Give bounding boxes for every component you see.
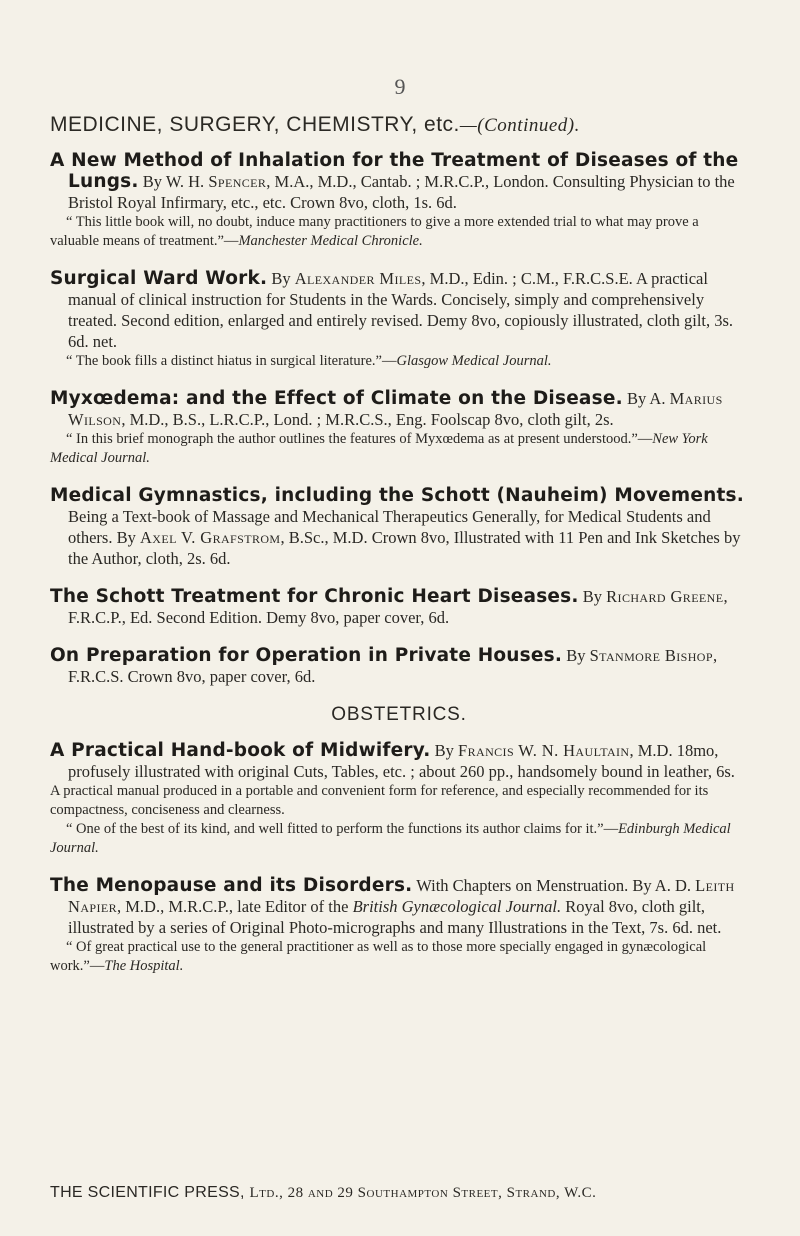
entry-author: Richard Greene — [606, 587, 724, 606]
entry-author: Spencer — [208, 172, 267, 191]
entry-author: Leith Napier — [68, 876, 735, 916]
book-entry — [50, 875, 748, 976]
entry-author: Axel V. Grafstrom — [139, 528, 281, 547]
quote-text: “ One of the best of its kind, and well fitted to perform the functions its author claims for it.”— — [66, 821, 619, 837]
entry-title: A Practical Hand-book of Midwifery. — [50, 740, 431, 761]
entry-author: Marius Wilson — [68, 389, 723, 429]
quote-text: “ Of great practical use to the general practitioner as well as to those more specially engaged in gynæcological work.”— — [50, 939, 707, 974]
entry-details: Royal 8vo, cloth gilt, illustrated by a series of Original Photo-micrographs and many Illustrations in the Text, 7s. 6d. net. — [68, 897, 722, 937]
entry-title: The Schott Treatment for Chronic Heart Diseases. — [50, 586, 579, 607]
entry-by: By — [267, 269, 295, 288]
quote-text: “ This little book will, no doubt, induce many practitioners to give a more extended trial to what may prove a valuable means of treatment.”— — [50, 214, 699, 249]
entry-title: Surgical Ward Work. — [50, 268, 268, 289]
book-entry — [50, 586, 748, 628]
entry-by: By — [430, 741, 459, 760]
entry-text: With Chapters on Menstruation. By A. D. — [412, 876, 696, 895]
entry-quote — [50, 213, 748, 251]
quote-source: The Hospital. — [104, 958, 184, 974]
entry-by: By A. — [622, 389, 670, 408]
entry-quote — [50, 820, 748, 858]
quote-source: Manchester Medical Chronicle. — [238, 233, 423, 249]
entry-title: Medical Gymnastics, including the Schott (Nauheim) Movements. — [50, 485, 744, 506]
publisher-name: THE SCIENTIFIC PRESS, — [50, 1184, 250, 1201]
book-entry — [50, 645, 748, 687]
page-number: 9 — [394, 74, 406, 99]
entry-details: , F.R.C.S. Crown 8vo, paper cover, 6d. — [68, 646, 718, 686]
quote-text: “ In this brief monograph the author outlines the features of Myxœdema as at present understood.”— — [66, 431, 653, 447]
entry-author: Francis W. N. Haultain — [458, 741, 630, 760]
entry-title: On Preparation for Operation in Private Houses. — [50, 645, 563, 666]
entry-by: By W. H. — [138, 172, 209, 191]
book-entry — [50, 485, 748, 569]
quote-text: “ The book fills a distinct hiatus in surgical literature.”— — [66, 353, 397, 369]
journal-name: British Gynæcological Journal. — [352, 897, 562, 916]
running-head — [50, 113, 580, 137]
running-head-continued: —(Continued). — [459, 115, 580, 136]
entry-by: By — [578, 587, 607, 606]
entry-details: , F.R.C.P., Ed. Second Edition. Demy 8vo, paper cover, 6d. — [68, 587, 728, 627]
entry-author: Stanmore Bishop — [589, 646, 713, 665]
entry-description: A practical manual produced in a portable and convenient form for reference, and especially recommended for its compactness, conciseness and clearness. — [50, 783, 709, 818]
entry-title: A New Method of Inhalation for the Treatment of Diseases of the Lungs. — [50, 150, 739, 192]
book-entry — [50, 388, 748, 468]
section-heading-obstetrics: OBSTETRICS. — [331, 704, 467, 725]
entry-quote — [50, 430, 748, 468]
entry-details: , M.D., Edin. ; C.M., F.R.C.S.E. A practical manual of clinical instruction for Students in the Wards. Concisely, simply and comprehensively treated. Second edition, enlarged and entirely revised. Demy 8vo, copiously illustrated, cloth gilt, 3s. 6d. net. — [68, 269, 734, 351]
content — [50, 150, 748, 993]
entry-by: By — [562, 646, 590, 665]
entry-quote — [50, 352, 748, 371]
entry-author: Alexander Miles — [294, 269, 422, 288]
entry-quote — [50, 938, 748, 976]
book-entry — [50, 150, 748, 251]
entry-details: , M.D. 18mo, profusely illustrated with original Cuts, Tables, etc. ; about 260 pp., handsomely bound in leather, 6s. — [68, 741, 735, 781]
entry-details: , B.Sc., M.D. Crown 8vo, Illustrated with 11 Pen and Ink Sketches by the Author, cloth, 2s. 6d. — [68, 528, 741, 568]
publisher-address: Ltd., 28 and 29 Southampton Street, Strand, W.C. — [249, 1185, 597, 1201]
entry-details: , M.A., M.D., Cantab. ; M.R.C.P., London. Consulting Physician to the Bristol Royal Infirmary, etc., etc. Crown 8vo, cloth, 1s. 6d. — [68, 172, 735, 212]
entry-details: , M.D., B.S., L.R.C.P., Lond. ; M.R.C.S., Eng. Foolscap 8vo, cloth gilt, 2s. — [121, 410, 614, 429]
entry-by: Being a Text-book of Massage and Mechanical Therapeutics Generally, for Medical Students and others. By — [68, 507, 711, 547]
quote-source: New York Medical Journal. — [50, 431, 708, 466]
entry-title: Myxœdema: and the Effect of Climate on the Disease. — [50, 388, 623, 409]
book-entry — [50, 740, 748, 858]
running-head-main: MEDICINE, SURGERY, CHEMISTRY, etc. — [50, 113, 460, 136]
entry-title: The Menopause and its Disorders. — [50, 875, 413, 896]
book-entry — [50, 268, 748, 371]
entry-text: , M.D., M.R.C.P., late Editor of the — [117, 897, 353, 916]
quote-source: Glasgow Medical Journal. — [396, 353, 552, 369]
quote-source: Edinburgh Medical Journal. — [50, 821, 731, 856]
publisher-footer — [50, 1184, 596, 1202]
